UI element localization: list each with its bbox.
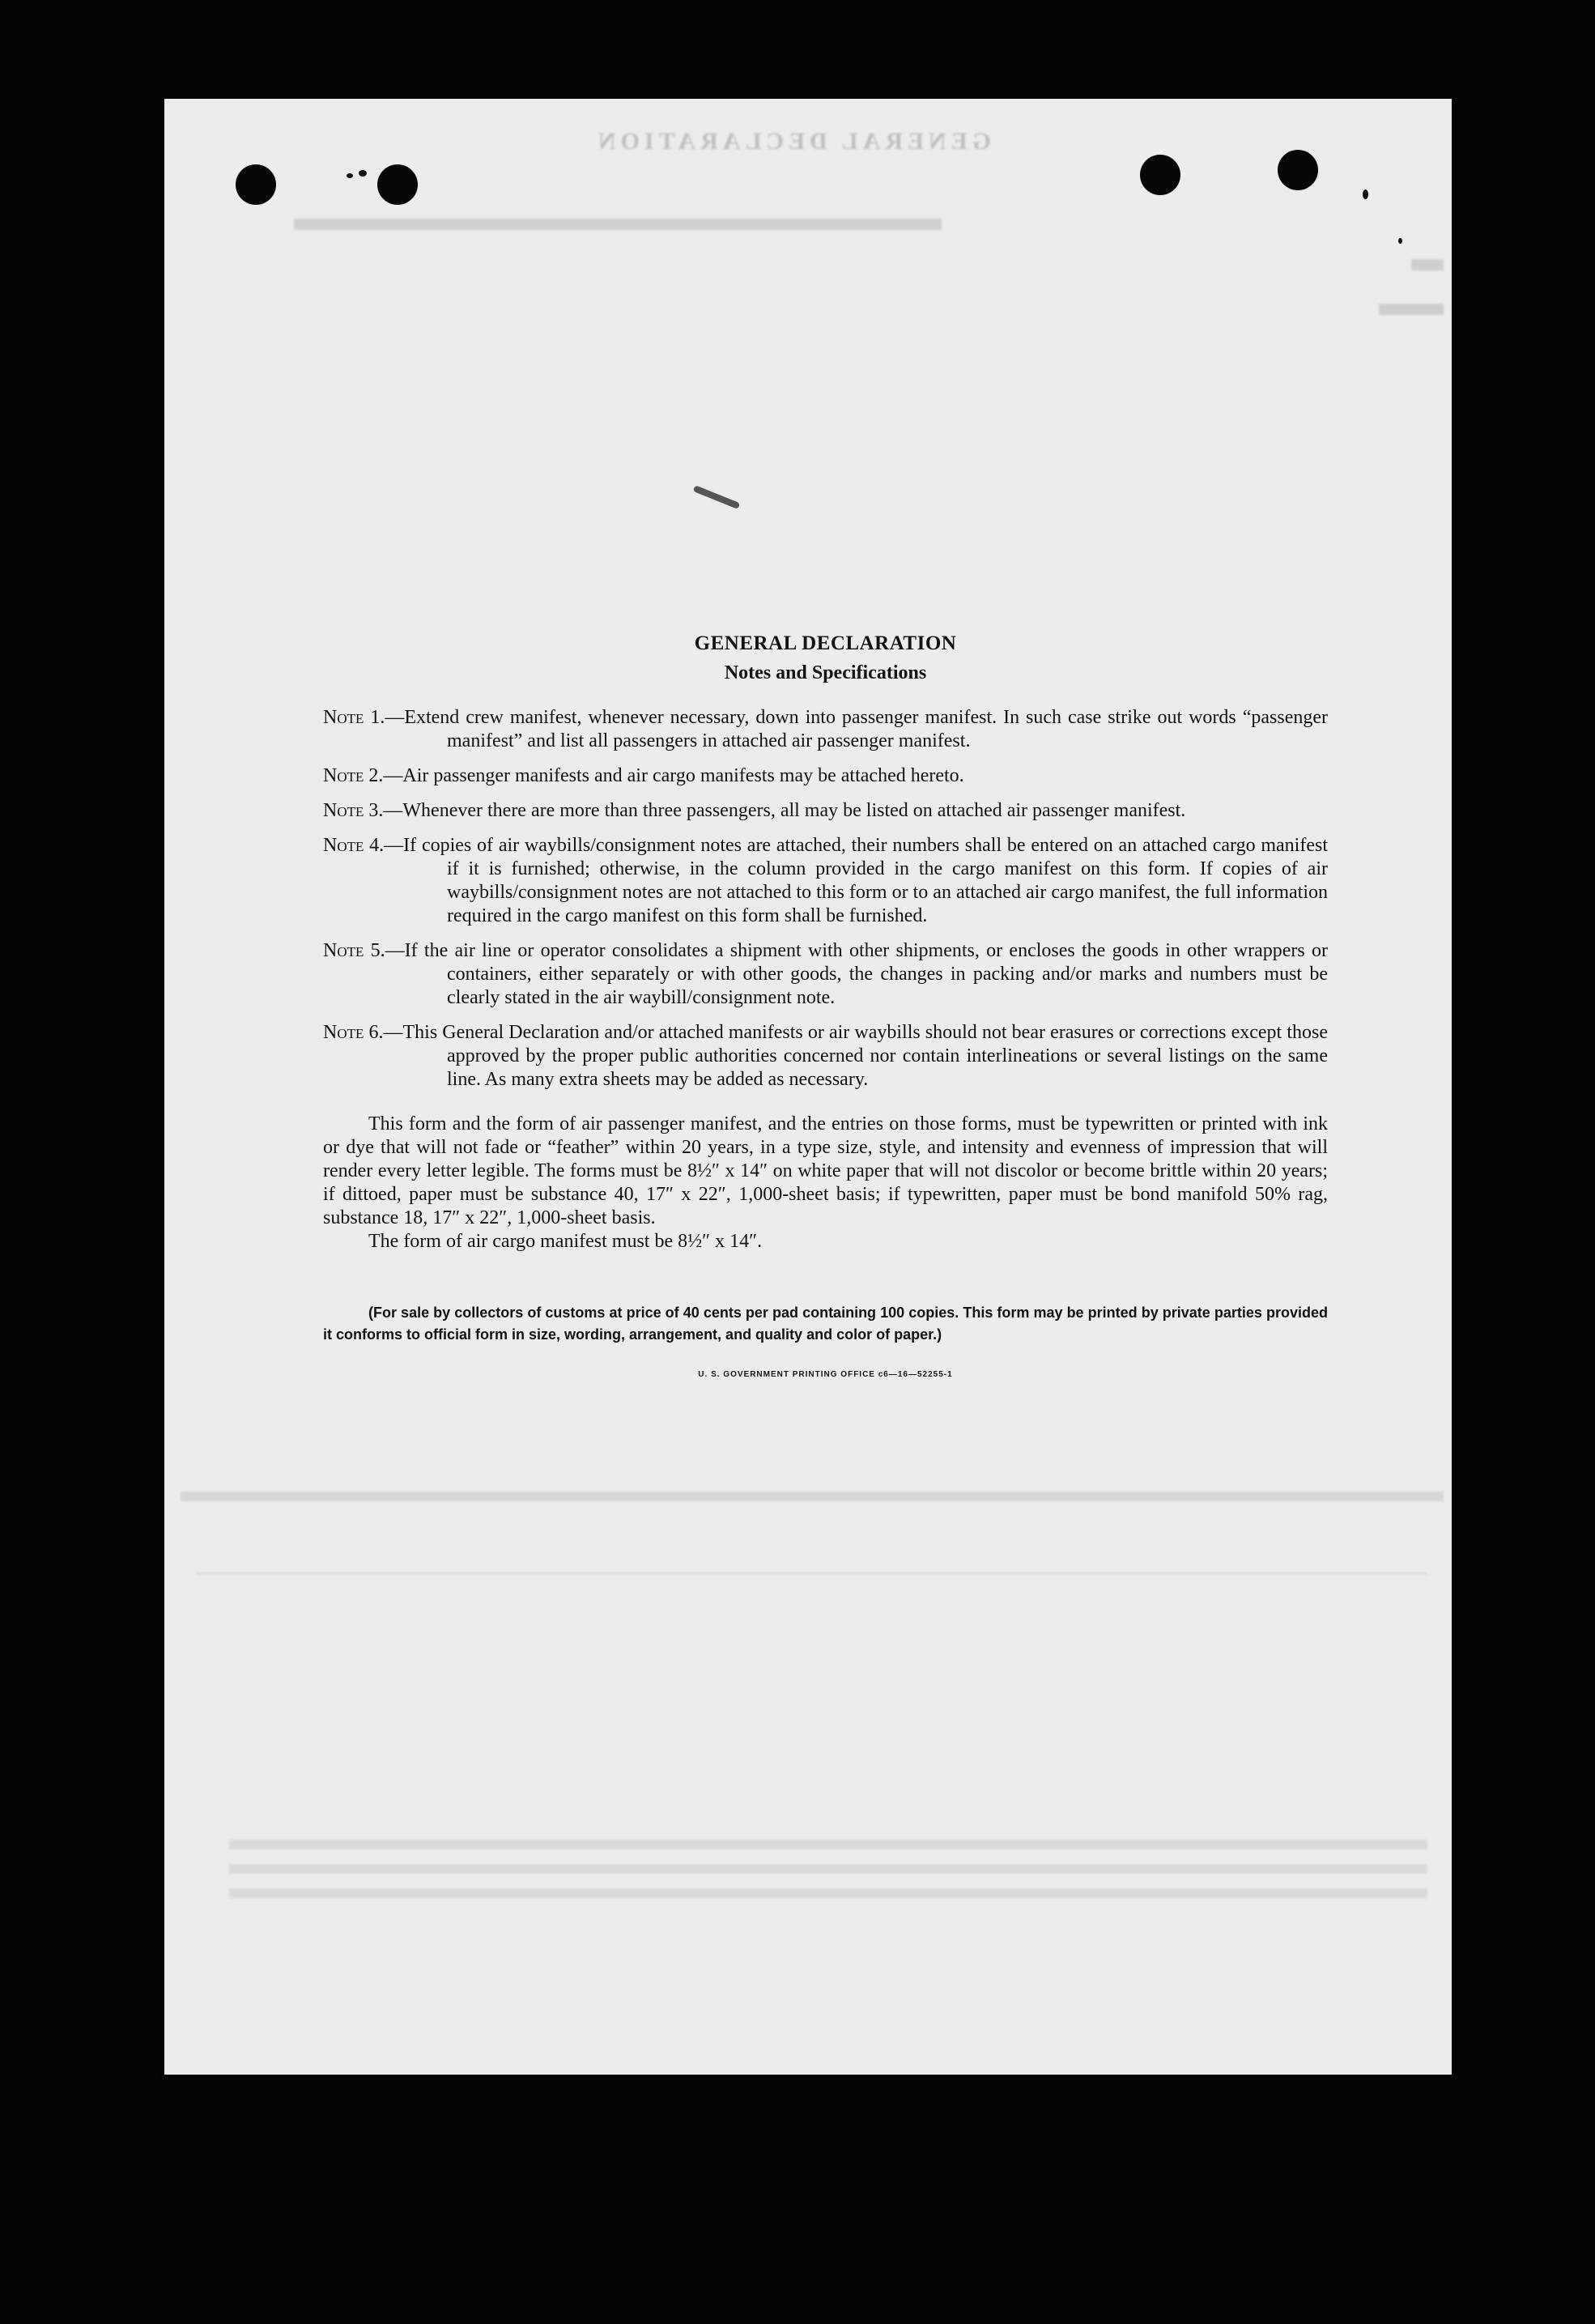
note-item: [323, 1021, 1328, 1092]
note-item: [323, 939, 1328, 1010]
note-item: [323, 706, 1328, 753]
note-item: [323, 764, 1328, 788]
notes-list: [323, 706, 1328, 1092]
punch-hole: [1140, 155, 1180, 195]
show-through-text: GENERAL DECLARATION: [593, 128, 992, 155]
note-text: —Whenever there are more than three passengers, all may be listed on attached air passenger manifest.: [383, 800, 1186, 821]
show-through-text: [294, 219, 942, 230]
document-title: GENERAL DECLARATION: [694, 632, 957, 654]
ink-speck: [693, 485, 741, 509]
note-item: [323, 799, 1328, 823]
show-through-text: [181, 1492, 1444, 1501]
note-text: —This General Declaration and/or attached manifests or air waybills should not bear erasures or corrections except those approved by the proper public authorities concerned nor contain interlineations or several listings on the same line. As many extra sheets may be added as necessary.: [383, 1022, 1328, 1090]
show-through-text: [229, 1864, 1427, 1874]
note-text: —If the air line or operator consolidates a shipment with other shipments, or encloses the goods in other wrappers or containers, either separately or with other goods, the changes in packing and/or marks and numbers must be clearly stated in the air waybill/consignment note.: [385, 940, 1328, 1008]
show-through-text: [229, 1888, 1427, 1898]
note-text: —If copies of air waybills/consignment notes are attached, their numbers shall be entered on an attached cargo manifest if it is furnished; otherwise, in the column provided in the cargo manifest on this form. If copies of air waybills/consignment notes are not attached to this form or to an attached air cargo manifest, the full information required in the cargo manifest on this form shall be furnished.: [384, 835, 1328, 926]
show-through-text: [197, 1573, 1427, 1574]
note-label: Note 2.: [323, 765, 384, 786]
show-through-text: [1379, 304, 1444, 315]
note-label: Note 3.: [323, 800, 384, 821]
show-through-text: [229, 1840, 1427, 1849]
document-subtitle: Notes and Specifications: [724, 662, 927, 683]
note-item: [323, 834, 1328, 928]
note-label: Note 6.: [323, 1022, 384, 1043]
show-through-text: [1411, 259, 1444, 270]
note-text: —Extend crew manifest, whenever necessary, down into passenger manifest. In such case strike out words “passenger manifest” and list all passengers in attached air passenger manifest.: [385, 707, 1328, 751]
ink-speck: [1398, 238, 1402, 244]
sale-notice: (For sale by collectors of customs at price of 40 cents per pad containing 100 copies. This form may be printed by private parties provided it conforms to official form in size, wording, arrangement, and quality and color of paper.): [323, 1305, 1328, 1343]
note-label: Note 1.: [323, 707, 385, 728]
cargo-manifest-size-note: The form of air cargo manifest must be 8½″ x 14″.: [368, 1231, 763, 1252]
ink-speck: [359, 170, 367, 177]
ink-speck: [347, 173, 353, 178]
punch-hole: [236, 164, 276, 205]
form-specification-paragraph: This form and the form of air passenger manifest, and the entries on those forms, must be typewritten or printed with ink or dye that will not fade or “feather” within 20 years, in a type size, style, and intensity and evenness of impression that will render every letter legible. The forms must be 8½″ x 14″ on white paper that will not discolor or become brittle within 20 years; if dittoed, paper must be substance 40, 17″ x 22″, 1,000-sheet basis; if typewritten, paper must be bond manifold 50% rag, substance 18, 17″ x 22″, 1,000-sheet basis.: [323, 1113, 1328, 1228]
punch-hole: [377, 164, 418, 205]
note-label: Note 4.: [323, 835, 385, 856]
declaration-notes: [323, 632, 1328, 1379]
punch-hole: [1278, 150, 1318, 190]
note-text: —Air passenger manifests and air cargo manifests may be attached hereto.: [383, 765, 964, 786]
printer-imprint: U. S. GOVERNMENT PRINTING OFFICE c6—16—52255-1: [698, 1370, 953, 1379]
note-label: Note 5.: [323, 940, 385, 961]
ink-speck: [1363, 189, 1368, 199]
document-page: [164, 99, 1452, 2075]
